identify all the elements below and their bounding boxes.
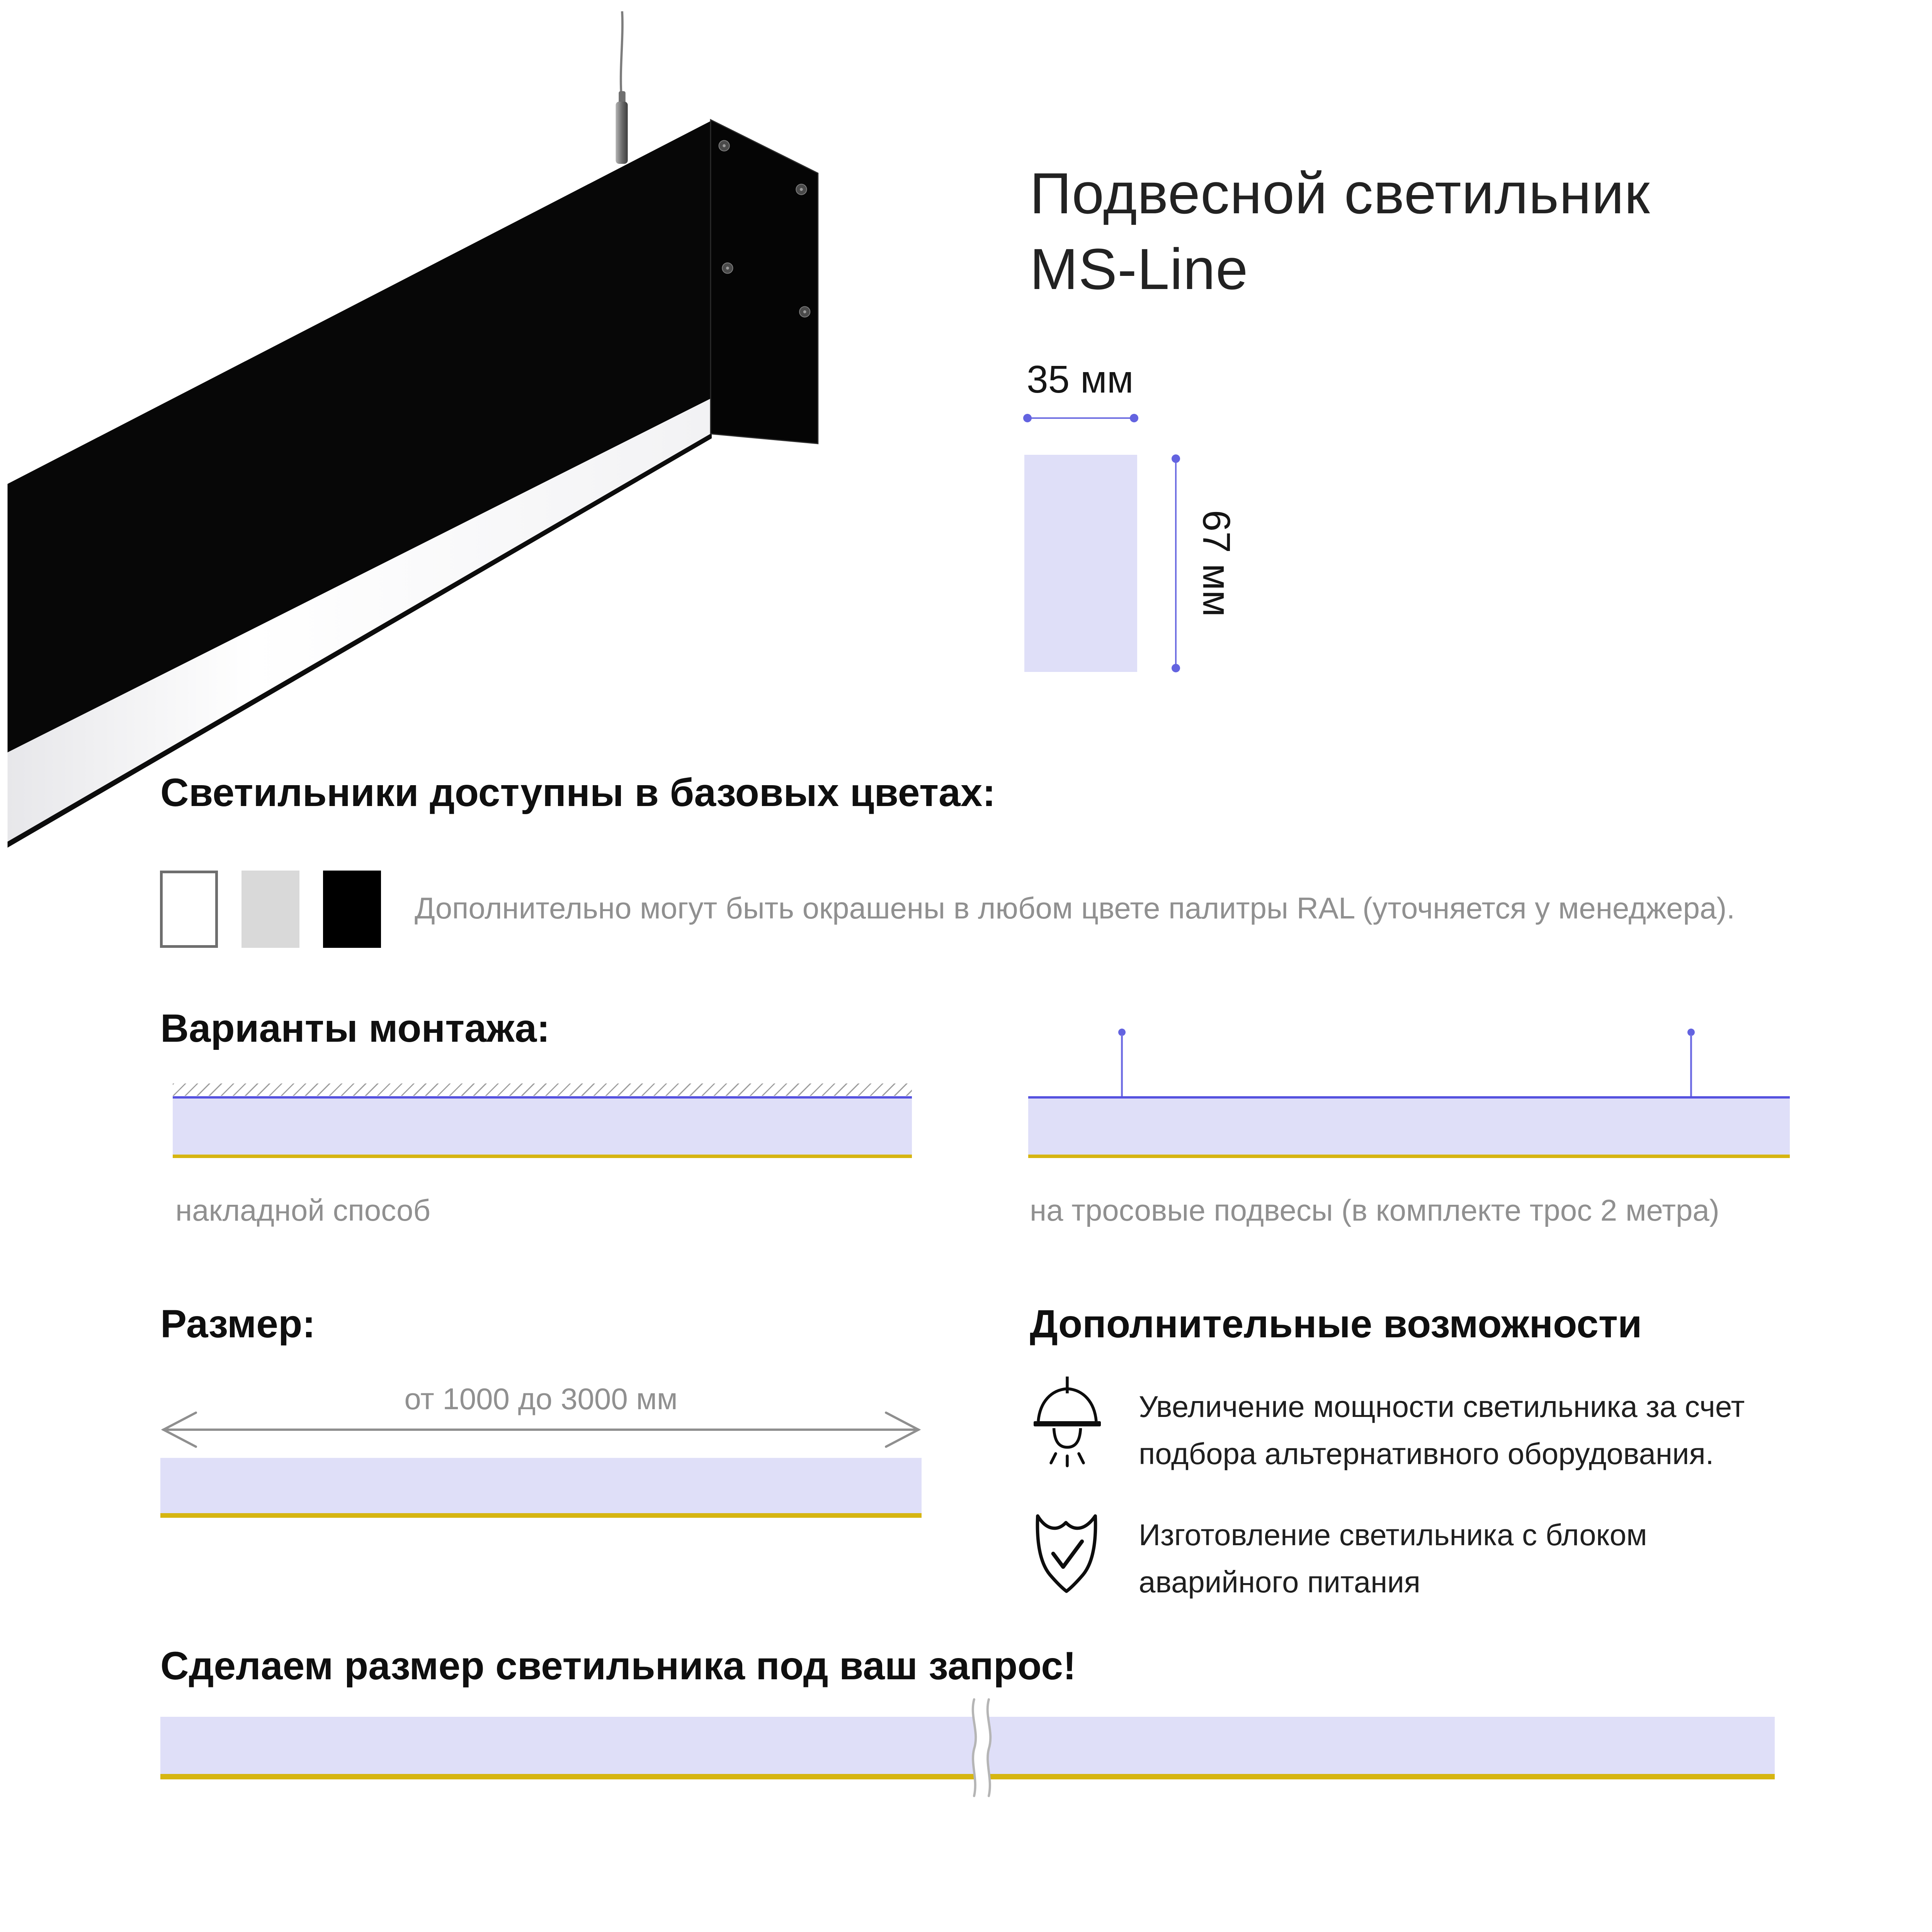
cable-left: [1121, 1035, 1123, 1097]
cable-mount-label: на тросовые подвесы (в комплекте трос 2 метра): [1030, 1193, 1719, 1227]
page-title-line2: MS-Line: [1030, 236, 1248, 301]
color-swatch-black: [323, 871, 381, 948]
cable-right: [1690, 1035, 1692, 1097]
suspension-wire: [621, 11, 622, 96]
colors-heading: Светильники доступны в базовых цветах:: [160, 770, 996, 815]
surface-mount-label: накладной способ: [175, 1193, 431, 1227]
profile-height-label: 67 мм: [1195, 510, 1238, 617]
profile-cross-section: [1024, 455, 1137, 672]
page-title: [1030, 155, 1650, 307]
surface-bar-body: [173, 1099, 912, 1155]
width-dim-dot-left: [1023, 414, 1032, 422]
bar-break-squiggle: [957, 1697, 1005, 1798]
feature-2-line1: Изготовление светильника с блоком: [1139, 1518, 1647, 1552]
profile-width-label: 35 мм: [1027, 358, 1134, 401]
height-dim-dot-top: [1172, 454, 1180, 463]
size-bar-body: [160, 1458, 922, 1513]
wire-gripper: [616, 102, 628, 164]
length-arrow: [160, 1406, 922, 1453]
size-range-label: от 1000 до 3000 мм: [404, 1382, 678, 1416]
suspended-bar-body: [1028, 1099, 1790, 1155]
width-dimension-line: [1027, 417, 1134, 419]
product-photo: [0, 0, 889, 889]
size-heading: Размер:: [160, 1302, 316, 1346]
surface-bar-diffuser: [173, 1155, 912, 1158]
size-bar-diffuser: [160, 1513, 922, 1518]
custom-size-heading: Сделаем размер светильника под ваш запрос!: [160, 1644, 1076, 1688]
lamp-front-face: [7, 121, 711, 752]
suspended-bar-diffuser: [1028, 1155, 1790, 1158]
ral-note: Дополнительно могут быть окрашены в любом цвете палитры RAL (уточняется у менеджера).: [415, 891, 1735, 925]
height-dim-dot-bottom: [1172, 664, 1180, 672]
feature-1-line2: подбора альтернативного оборудования.: [1139, 1437, 1714, 1471]
shield-check-icon: [1033, 1505, 1100, 1597]
feature-2-line2: аварийного питания: [1139, 1565, 1421, 1599]
pendant-lamp-icon: [1032, 1375, 1102, 1468]
page-title-line1: Подвесной светильник: [1030, 161, 1650, 226]
color-swatch-white: [160, 871, 218, 948]
features-heading: Дополнительные возможности: [1030, 1302, 1642, 1346]
width-dim-dot-right: [1130, 414, 1138, 422]
height-dimension-line: [1175, 458, 1177, 669]
ceiling-hatch: [173, 1083, 912, 1096]
lamp-end-cap: [711, 120, 818, 444]
color-swatch-gray: [242, 871, 299, 948]
feature-1-line1: Увеличение мощности светильника за счет: [1139, 1389, 1745, 1423]
mounting-heading: Варианты монтажа:: [160, 1006, 550, 1050]
